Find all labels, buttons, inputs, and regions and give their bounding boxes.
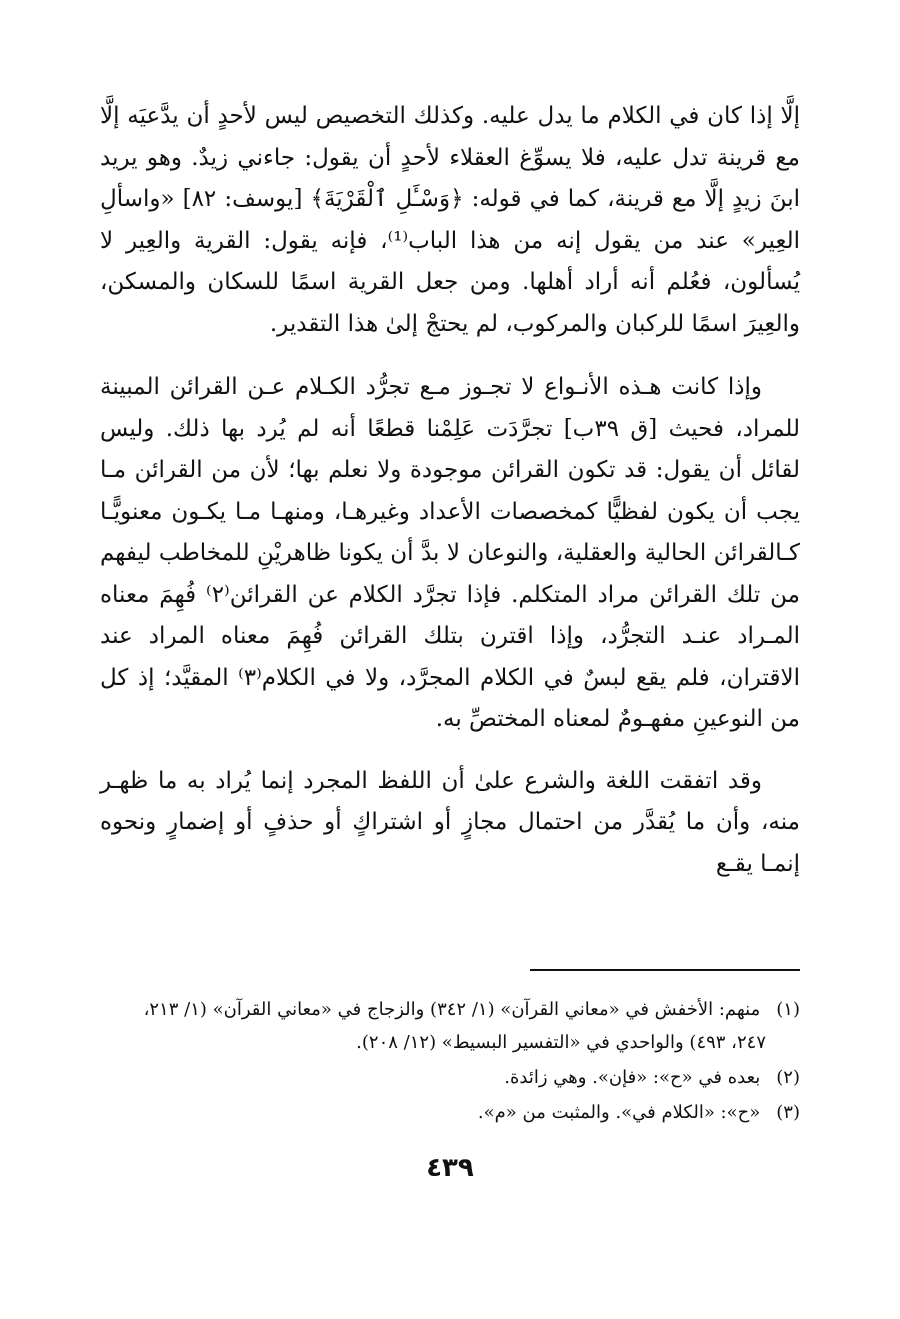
footnotes xyxy=(100,993,800,1131)
footnote-number: (٢) xyxy=(776,1067,800,1088)
page-number: ٤٣٩ xyxy=(426,1153,474,1183)
footnote-continuation: ٢٤٧، ٤٩٣) والواحدي في «التفسير البسيط» (١٢/ ٢٠٨). xyxy=(356,1032,766,1053)
paragraph-3: وقد اتفقت اللغة والشرع علىٰ أن اللفظ المجرد إنما يُراد به ما ظهـر منه، وأن ما يُقدَّر من احتمال مجازٍ أو اشتراكٍ أو حذفٍ أو إضمارٍ ونحوه إنمـا يقـع xyxy=(100,767,800,877)
footnote-number: (٣) xyxy=(776,1102,800,1123)
footnote-number: (١) xyxy=(776,999,800,1020)
footnote-separator xyxy=(530,969,800,971)
footnote-2 xyxy=(100,1061,800,1094)
main-text xyxy=(100,96,800,885)
footnote-text: بعده في «ح»: «فإن». وهي زائدة. xyxy=(504,1067,761,1088)
paragraph-1: إلَّا إذا كان في الكلام ما يدل عليه. وكذلك التخصيص ليس لأحدٍ أن يدَّعيَه إلَّا مع قرينة تدل عليه، فلا يسوِّغ العقلاء لأحدٍ أن يقول: جاءني زيدٌ. وهو يريد ابنَ زيدٍ إلَّا مع قرينة، كما في قوله: ﴿وَسْـَٔلِ ٱلْقَرْيَةَ﴾ [يوسف: ٨٢] «واسألِ العِير» عند من يقول إنه من هذا الباب⁽¹⁾، فإنه يقول: القرية والعِير لا يُسألون، فعُلم أنه أراد أهلها. ومن جعل القرية اسمًا للسكان والمسكن، والعِيرَ اسمًا للركبان والمركوب، لم يحتجْ إلىٰ هذا التقدير. xyxy=(100,103,800,337)
footnote-text: «ح»: «الكلام في». والمثبت من «م». xyxy=(477,1102,761,1123)
paragraph-2: وإذا كانت هـذه الأنـواع لا تجـوز مـع تجرُّد الكـلام عـن القرائن المبينة للمراد، فحيث [ق ٣٩ب] تجرَّدَت عَلِمْنا قطعًا أنه لم يُرد بها ذلك. وليس لقائل أن يقول: قد تكون القرائن موجودة ولا نعلم بها؛ لأن من القرائن مـا يجب أن يكون لفظيًّا كمخصصات الأعداد وغيرهـا، ومنهـا مـا يكـون معنويًّـا كـالقرائن الحالية والعقلية، والنوعان لا بدَّ أن يكونا ظاهريْنِ للمخاطب ليفهم من تلك القرائن مراد المتكلم. فإذا تجرَّد الكلام عن القرائن⁽٢⁾ فُهِمَ معناه المـراد عنـد التجرُّد، وإذا اقترن بتلك القرائن فُهِمَ معناه المراد عند الاقتران، فلم يقع لبسٌ في الكلام المجرَّد، ولا في الكلام⁽٣⁾ المقيَّد؛ إذ كل من النوعينِ مفهـومٌ لمعناه المختصِّ به. xyxy=(100,374,801,732)
footnote-3 xyxy=(100,1096,800,1129)
footnote-text: منهم: الأخفش في «معاني القرآن» (١/ ٣٤٢) والزجاج في «معاني القرآن» (١/ ٢١٣، xyxy=(143,999,761,1020)
footnote-1 xyxy=(100,993,800,1059)
